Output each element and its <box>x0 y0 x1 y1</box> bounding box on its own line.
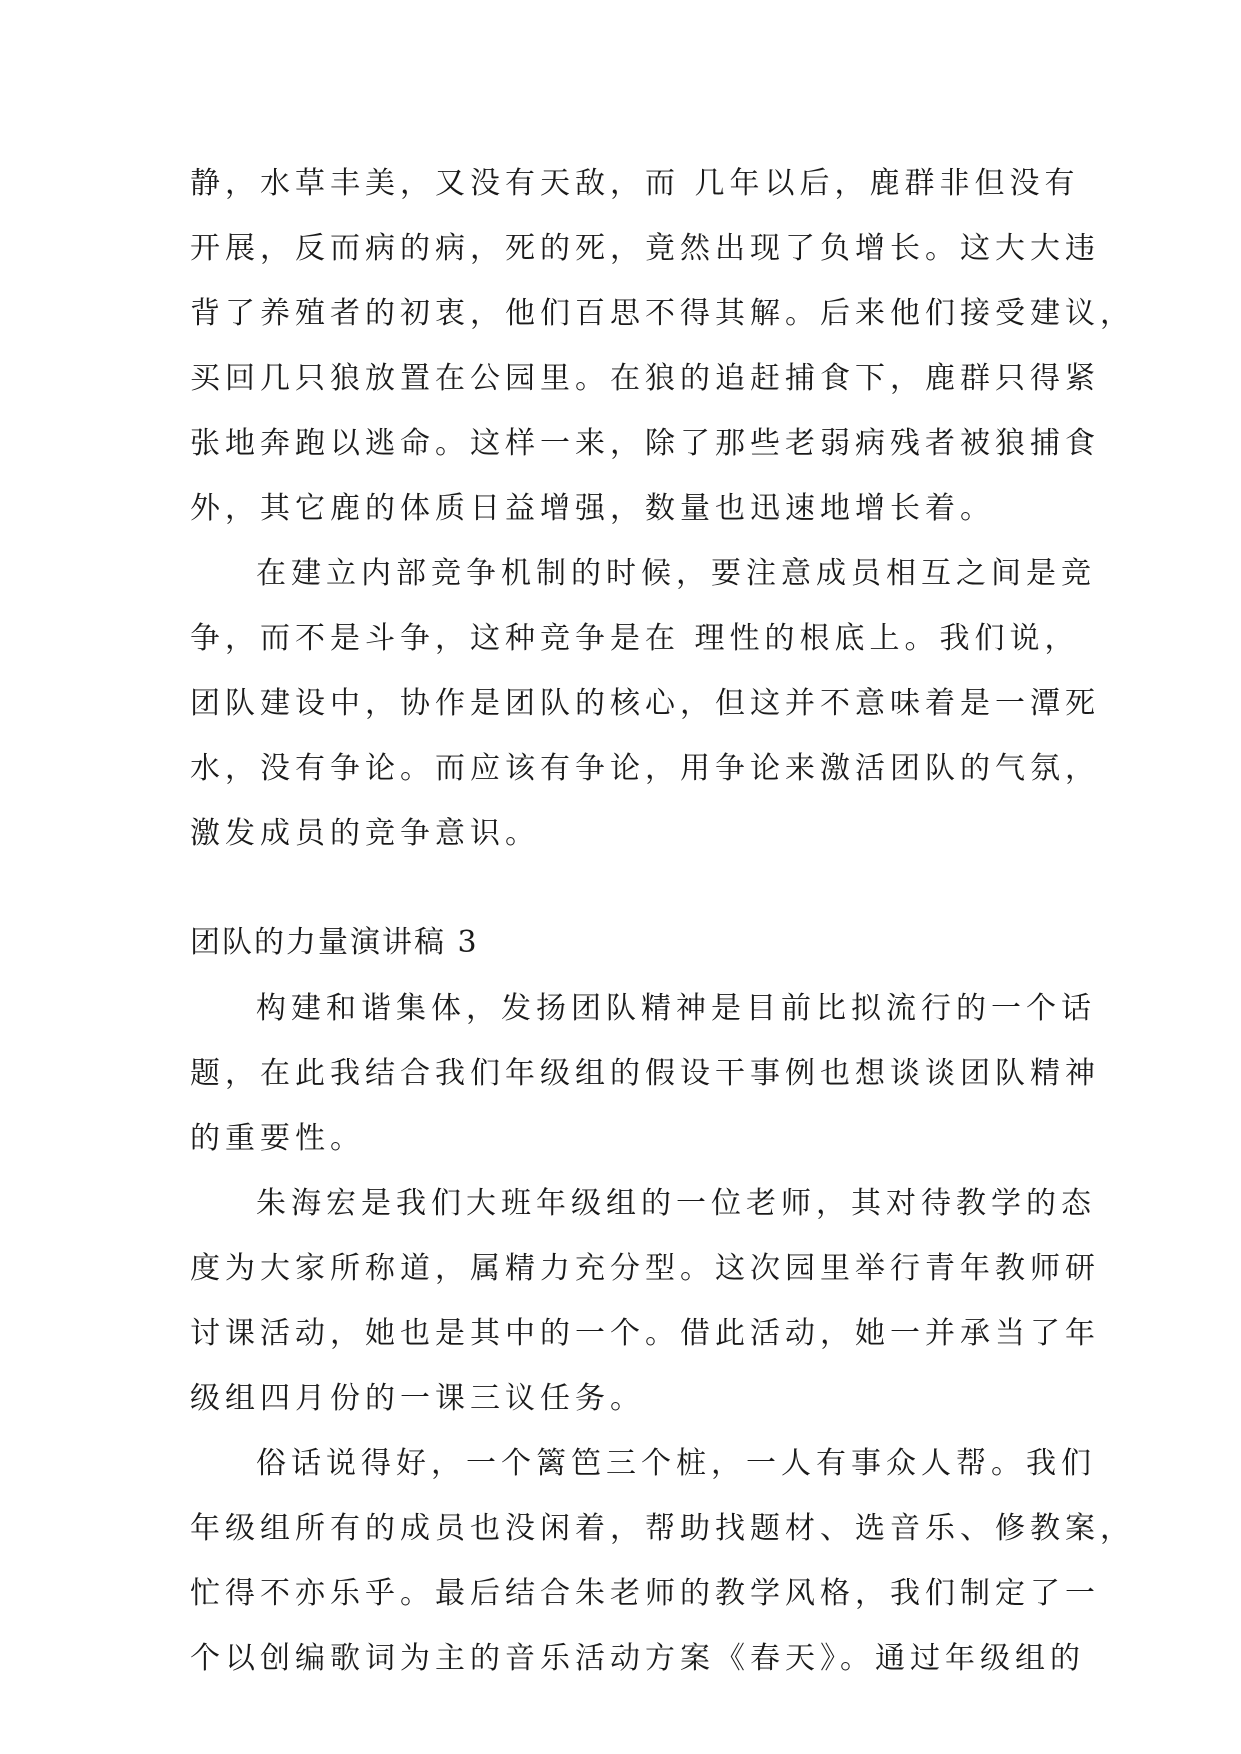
paragraph-line: 年级组所有的成员也没闲着，帮助找题材、选音乐、修教案， <box>190 1511 1135 1546</box>
paragraph-line: 个以创编歌词为主的音乐活动方案《春天》。通过年级组的 <box>190 1641 1085 1676</box>
paragraph-line: 在建立内部竞争机制的时候，要注意成员相互之间是竞 <box>256 556 1096 591</box>
paragraph-line: 争，而不是斗争，这种竞争是在 理性的根底上。我们说， <box>190 621 1080 656</box>
paragraph-line: 题，在此我结合我们年级组的假设干事例也想谈谈团队精神 <box>190 1056 1100 1091</box>
paragraph-line: 开展，反而病的病，死的死，竟然出现了负增长。这大大违 <box>190 231 1100 266</box>
paragraph-line: 度为大家所称道，属精力充分型。这次园里举行青年教师研 <box>190 1251 1100 1286</box>
paragraph-line: 级组四月份的一课三议任务。 <box>190 1381 645 1416</box>
paragraph-line: 背了养殖者的初衷，他们百思不得其解。后来他们接受建议， <box>190 296 1135 331</box>
paragraph-line: 忙得不亦乐乎。最后结合朱老师的教学风格，我们制定了一 <box>190 1576 1100 1611</box>
paragraph-line: 朱海宏是我们大班年级组的一位老师，其对待教学的态 <box>256 1186 1096 1221</box>
paragraph-line: 构建和谐集体，发扬团队精神是目前比拟流行的一个话 <box>256 991 1096 1026</box>
paragraph-line: 买回几只狼放置在公园里。在狼的追赶捕食下，鹿群只得紧 <box>190 361 1100 396</box>
section-heading: 团队的力量演讲稿 3 <box>190 925 479 960</box>
paragraph-line: 的重要性。 <box>190 1121 365 1156</box>
paragraph-line: 水，没有争论。而应该有争论，用争论来激活团队的气氛， <box>190 751 1100 786</box>
paragraph-line: 团队建设中，协作是团队的核心，但这并不意味着是一潭死 <box>190 686 1100 721</box>
paragraph-line: 外，其它鹿的体质日益增强，数量也迅速地增长着。 <box>190 491 995 526</box>
paragraph-line: 静，水草丰美，又没有天敌，而 几年以后，鹿群非但没有 <box>190 166 1080 201</box>
paragraph-line: 激发成员的竞争意识。 <box>190 816 540 851</box>
paragraph-line: 讨课活动，她也是其中的一个。借此活动，她一并承当了年 <box>190 1316 1100 1351</box>
paragraph-line: 张地奔跑以逃命。这样一来，除了那些老弱病残者被狼捕食 <box>190 426 1100 461</box>
paragraph-line: 俗话说得好，一个篱笆三个桩，一人有事众人帮。我们 <box>256 1446 1096 1481</box>
